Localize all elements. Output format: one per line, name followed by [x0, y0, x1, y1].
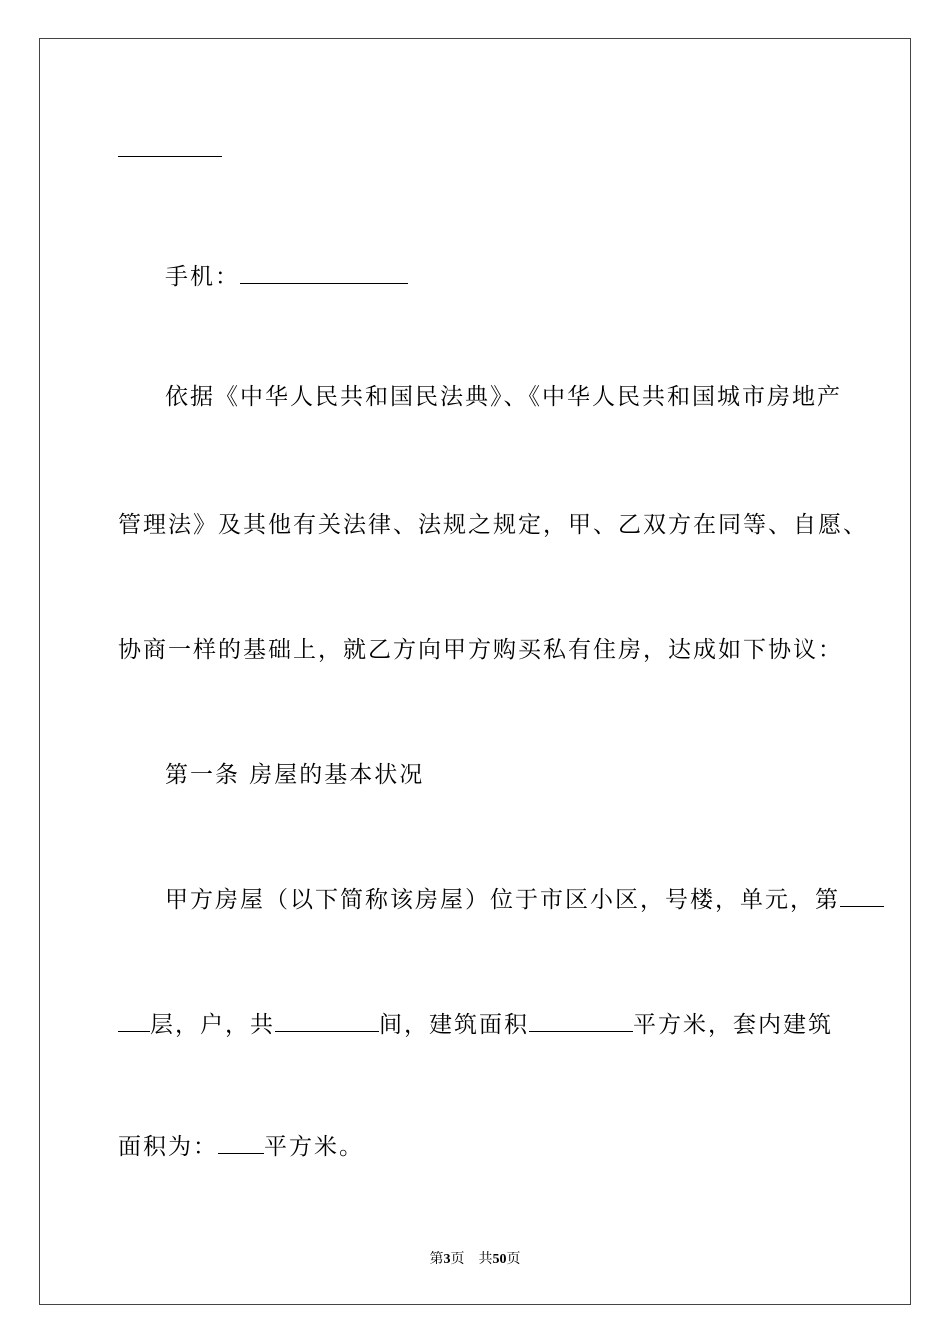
phone-blank	[240, 263, 408, 284]
blank-underline	[118, 136, 222, 157]
para2-line1	[165, 885, 884, 915]
footer-page-number: 3	[443, 1252, 451, 1267]
floor-blank-a	[840, 886, 884, 907]
para2-line3	[118, 1132, 364, 1162]
para2-line3-text-b: 平方米。	[264, 1134, 364, 1160]
footer-total-pages: 50	[492, 1252, 507, 1267]
para2-line3-text-a: 面积为：	[118, 1134, 218, 1160]
area-blank	[529, 1011, 633, 1032]
inner-area-blank	[218, 1133, 264, 1154]
footer-suffix: 页	[506, 1252, 521, 1267]
para2-line2-text-a: 层，户，共	[150, 1012, 275, 1038]
para1-line1: 依据《中华人民共和国民法典》、《中华人民共和国城市房地产	[165, 384, 842, 410]
para2-line2-text-c: 平方米，套内建筑	[633, 1012, 833, 1038]
para2-line2	[118, 1010, 833, 1040]
para1-line2: 管理法》及其他有关法律、法规之规定，甲、乙双方在同等、自愿、	[118, 512, 868, 538]
phone-line	[165, 262, 408, 292]
page-footer	[0, 1248, 950, 1268]
phone-label: 手机：	[165, 264, 240, 290]
para2-line1-text: 甲方房屋（以下简称该房屋）位于市区小区，号楼，单元，第	[165, 887, 840, 913]
footer-mid: 页 共	[450, 1252, 493, 1267]
para1-line3: 协商一样的基础上，就乙方向甲方购买私有住房，达成如下协议：	[118, 637, 843, 663]
article-1-title: 第一条 房屋的基本状况	[165, 762, 425, 788]
rooms-blank	[275, 1011, 379, 1032]
para2-line2-text-b: 间，建筑面积	[379, 1012, 529, 1038]
top-blank-line	[118, 135, 222, 165]
floor-blank-b	[118, 1011, 150, 1032]
footer-prefix: 第	[429, 1252, 444, 1267]
page-border	[39, 38, 911, 1305]
